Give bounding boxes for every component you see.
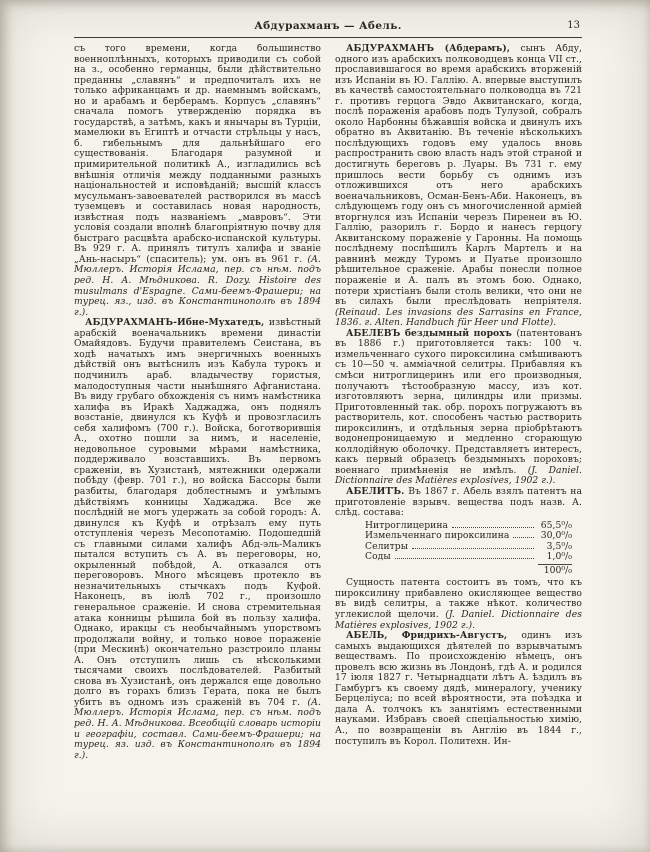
article-headword: АБДУРАХМАНЪ-Ибне-Мухатедъ,	[85, 317, 269, 329]
article-text: извѣстный арабскій военачальникъ времени династіи Омайядовъ. Будучи правителемъ Сеистана, въ ходѣ начатыхъ имъ энергичныхъ военныхъ дѣйствій онъ вытѣснилъ изъ Кабула турокъ и подчинилъ араб. владычеству гористыя, малодоступныя части нынѣшняго Афганистана. Въ виду грубаго обхожденія съ нимъ намѣстника халифа въ Иракѣ Хаджаджа, онъ поднялъ возстаніе, двинулся къ Куфѣ и провозгласилъ себя халифомъ (700 г.). Войска, боготворившія А., охотно пошли за нимъ, и населеніе, недовольное суровыми мѣрами намѣстника, поддерживало возставшихъ. Въ первомъ сраженіи, въ Хузистанѣ, мятежники одержали побѣду (февр. 701 г.), но войска Бассоры были разбиты, благодаря доблестнымъ и умѣлымъ дѣйствіямъ конницы Хаджаджа. Все же послѣдній не могъ удержать за собой городъ: А. двинулся къ Куфѣ и отрѣзалъ ему путь отступленія черезъ Месопотамію. Подошедшій съ главными силами халифъ Абд-эль-Маликъ пытался вступить съ А. въ переговоры, но, окрыленный побѣдой, А. отказался отъ переговоровъ. Много мѣсяцевъ протекло въ незначительныхъ стычкахъ подъ Куфой. Наконецъ, въ іюлѣ 702 г., произошло генеральное сраженіе. И снова стремительная атака конницы рѣшила бой въ пользу халифа. Однако, иракцы съ необычайнымъ упорствомъ продолжали войну, и только новое пораженіе (при Мескинѣ) окончательно разстроило планы А. Онъ отступилъ лишь съ нѣсколькими тысячами своихъ послѣдователей. Разбитый снова въ Хузистанѣ, онъ держался еще довольно долго въ горахъ близъ Герата, пока не былъ убитъ въ одномъ изъ сраженій въ 704 г.	[74, 317, 321, 708]
article-paragraph	[335, 44, 582, 329]
article-paragraph	[335, 631, 582, 747]
article-headword: АБЕЛЬ, Фридрихъ-Августъ,	[346, 630, 522, 642]
reference-citation: (J. Daniel. Dictionnaire des Matières explosives, 1902 г.).	[335, 464, 582, 487]
running-title: Абдурахманъ — Абель.	[254, 20, 402, 32]
article-text: съ того времени, когда большинство военноплѣнныхъ, которыхъ приводили съ собой на з., особенно германцы, были дѣйствительно преданны „славянъ“ и предпочиталъ ихъ не только африканцамъ и др. наемнымъ войскамъ, но и арабамъ и берберамъ. Корпусъ „славянъ“ сначала помогъ утвержденію порядка въ государствѣ, а затѣмъ, какъ и янычары въ Турціи, мамелюки въ Египтѣ и отчасти стрѣльцы у насъ, б. гибельнымъ для дальнѣйшаго его существованія. Благодаря разумной и примирительной политикѣ А., изгладились всѣ внѣшнія отличія между подданными разныхъ національностей и исповѣданій; высшій классъ мусульманъ-завоевателей растворился въ массѣ туземцевъ и составилась новая народность, извѣстная подъ названіемъ „мавровъ“. Эти условія создали вполнѣ благопріятную почву для быстраго расцвѣта арабско-испанской культуры. Въ 929 г. А. принялъ титулъ халифа и званіе „Ань-насыръ“ (спаситель); ум. онъ въ 961 г.	[74, 44, 321, 265]
ingredient-label: Нитроглицерина	[365, 519, 449, 531]
page-number: 13	[567, 20, 580, 31]
article-paragraph	[74, 318, 321, 761]
article-text: Въ 1867 г. Абель взялъ патентъ на приготовленіе взрывч. вещества подъ назв. А. слѣд. состава:	[335, 485, 582, 519]
ingredient-value: 65,5⁰/₀	[540, 519, 572, 531]
article-paragraph	[335, 329, 582, 487]
page-header	[74, 20, 582, 33]
reference-citation: (Reinaud. Les invasions des Sarrasins en France, 1836. г. Alten. Handbuch für Heer und Flotte).	[335, 306, 582, 329]
article-text: одинъ изъ самыхъ выдающихся дѣятелей по взрывчатымъ веществамъ. По происхожденію нѣмецъ, онъ провелъ всю жизнь въ Лондонѣ, гдѣ А. и родился 17 іюля 1827 г. Четырнадцати лѣтъ А. ѣздилъ въ Гамбургъ къ своему дядѣ, минералогу, ученику Берцеліуса; по всей вѣроятности, эта поѣздка и дала А. толчокъ къ занятіямъ естественными науками. Избравъ своей спеціальностью химію, А., по возвращеніи въ Англію въ 1844 г., поступилъ въ Корол. Политехн. Ин-	[335, 630, 582, 747]
article-text: (патентованъ въ 1886 г.) приготовляется такъ: 100 ч. измельченнаго сухого пироксилина смѣшиваютъ съ 10—50 ч. амміачной селитры. Прибавляя къ смѣси нитроглицеринъ или его производныя, получаютъ тѣстообразную массу, изъ кот. изготовляютъ зерна, цилиндры или призмы. Приготовленный так. обр. порохъ погружаютъ въ растворитель, кот. способенъ частью растворить пироксилинъ, и отдѣльныя зерна пріобрѣтаютъ водонепроницаемую и медленно сгорающую коллодійную оболочку. Представляетъ интересъ, какъ первый образецъ бездымныхъ пороховъ; военнаго примѣненія не имѣлъ.	[335, 327, 582, 476]
dot-leader	[412, 548, 534, 549]
left-column	[74, 44, 321, 836]
ingredient-value: 30,0⁰/₀	[540, 530, 572, 542]
dot-leader	[513, 537, 534, 538]
article-text: Сущность патента состоитъ въ томъ, что къ пироксилину прибавлено окисляющее вещество въ видѣ селитры, а также нѣкот. количество углекислой щелочи.	[335, 577, 582, 620]
composition-total-row	[365, 563, 572, 577]
composition-total: 100⁰/₀	[538, 564, 572, 577]
article-headword: АБДУРАХМАНЪ (Абдерамъ),	[346, 44, 521, 54]
header-rule	[74, 37, 582, 38]
ingredient-value: 1,0⁰/₀	[546, 551, 572, 563]
ingredient-value: 3,5⁰/₀	[546, 540, 572, 552]
reference-citation: (А. Мюллеръ. Исторія Ислама, пер. съ нѣм. подъ ред. Н. А. Мѣдникова. Всеобщій словарь исторіи и географіи, составл. Сами-беемъ-Фрашери; на турец. яз. изд. въ Константинополѣ въ 1894 г.).	[74, 696, 321, 761]
reference-citation: (J. Daniel. Dictionnaire des Matières explosives, 1902 г.).	[335, 608, 582, 631]
article-headword: АБЕЛЕВЪ бездымный порохъ	[346, 327, 517, 339]
article-paragraph	[335, 487, 582, 519]
reference-citation: (А. Мюллеръ. Исторія Ислама, пер. съ нѣм. подъ ред. Н. А. Мѣдникова. R. Dozy. Histoire des musulmans d'Espagne. Сами-беемъ-Фрашери; на турец. яз., изд. въ Константинополѣ въ 1894 г.).	[74, 253, 321, 318]
composition-row	[365, 542, 572, 553]
ingredient-label: Селитры	[365, 540, 409, 552]
article-paragraph	[74, 44, 321, 318]
ingredient-label: Соды	[365, 551, 391, 563]
ingredient-label: Измельченнаго пироксилина	[365, 530, 510, 542]
article-headword: АБЕЛИТЪ.	[346, 485, 409, 497]
composition-row	[365, 552, 572, 563]
article-paragraph	[335, 578, 582, 631]
dot-leader	[452, 527, 534, 528]
article-text: сынъ Абду, одного изъ арабскихъ полководцевъ конца VII ст., прославившагося во время арабскихъ вторженій изъ Испаніи въ Ю. Галлію. А. впервые выступилъ въ качествѣ самостоятельнаго полководца въ 721 г. противъ герцога Эвдо Аквитанскаго, когда, послѣ пораженія арабовъ подъ Тулузой, собралъ около Нарбонны бѣжавшія войска и двинулъ ихъ обратно въ Аквитанію. Въ теченіе нѣсколькихъ послѣдующихъ годовъ ему удалось вновь распространить свою власть надъ этой страной и достигнуть береговъ р. Луары. Въ 731 г. ему пришлось вести борьбу съ однимъ изъ отложившихся отъ него арабскихъ военачальниковъ, Осман-Бенъ-Аби. Наконецъ, въ слѣдующемъ году онъ съ многочисленной арміей вторгнулся изъ Испаніи черезъ Пиренеи въ Ю. Галлію, разорилъ г. Бордо и нанесъ герцогу Аквитанскому пораженіе у Гаронны. На помощь послѣднему поспѣшилъ Карлъ Мартелъ и на равнинѣ между Туромъ и Пуатье произошло рѣшительное сраженіе. Арабы понесли полное пораженіе и А. палъ въ этомъ бою. Однако, потери христіанъ были столь велики, что они не въ силахъ были преслѣдовать непріятеля.	[335, 44, 582, 308]
text-columns	[74, 44, 582, 836]
right-column	[335, 44, 582, 836]
composition-table	[365, 521, 572, 577]
dot-leader	[395, 558, 534, 559]
